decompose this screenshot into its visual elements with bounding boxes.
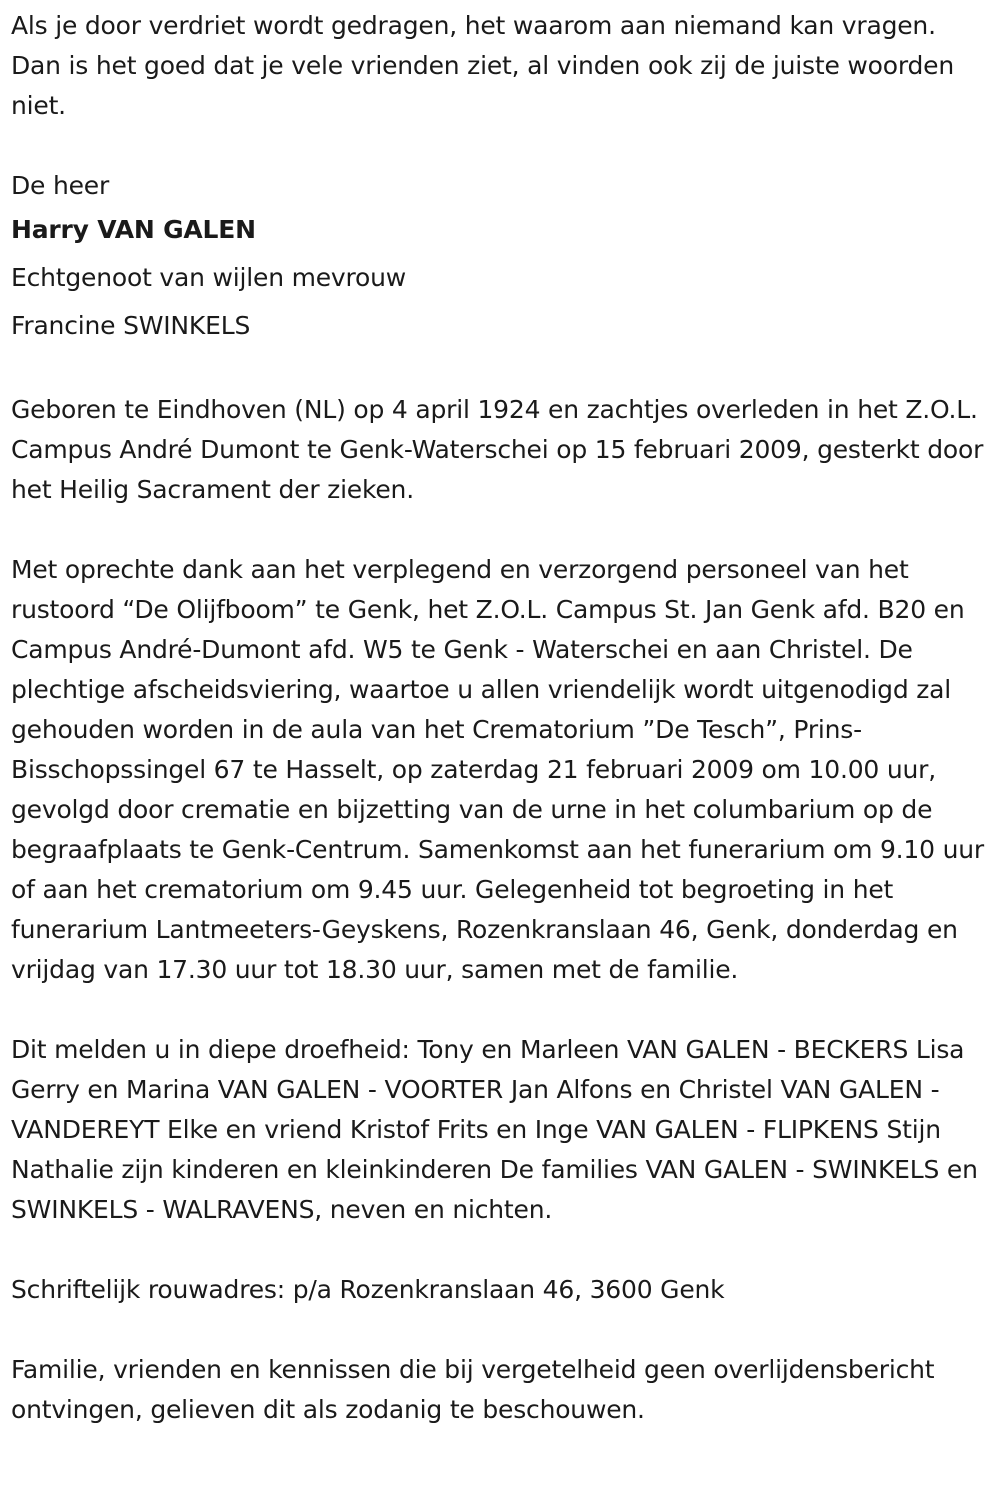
title-prefix: De heer: [11, 171, 110, 200]
spacer: [11, 126, 991, 166]
spacer: [11, 510, 991, 550]
spacer: [11, 990, 991, 1030]
spacer: [11, 1230, 991, 1270]
family-paragraph: Dit melden u in diepe droefheid: Tony en Marleen VAN GALEN - BECKERS Lisa Gerry en Marina VAN GALEN - VOORTER Jan Alfons en Christel VAN GALEN - VANDEREYT Elke en vriend Kristof Frits en Inge VAN GALEN - FLIPKENS Stijn Nathalie zijn kinderen en kleinkinderen De families VAN GALEN - SWINKELS en SWINKELS - WALRAVENS, neven en nichten.: [11, 1035, 978, 1224]
intro-poem: Als je door verdriet wordt gedragen, het waarom aan niemand kan vragen. Dan is het goed dat je vele vrienden ziet, al vinden ook zij de juiste woorden niet.: [11, 11, 954, 120]
obituary-notice: [11, 6, 991, 1430]
mourning-address: Schriftelijk rouwadres: p/a Rozenkranslaan 46, 3600 Genk: [11, 1275, 725, 1304]
spouse-line-2: Francine SWINKELS: [11, 311, 251, 340]
deceased-name: Harry VAN GALEN: [11, 215, 256, 244]
spacer: [11, 350, 991, 390]
closing-paragraph: Familie, vrienden en kennissen die bij vergetelheid geen overlijdensbericht ontvingen, gelieven dit als zodanig te beschouwen.: [11, 1355, 935, 1424]
spouse-line-1: Echtgenoot van wijlen mevrouw: [11, 263, 407, 292]
spacer: [11, 1310, 991, 1350]
thanks-ceremony-paragraph: Met oprechte dank aan het verplegend en verzorgend personeel van het rustoord “De Olijfboom” te Genk, het Z.O.L. Campus St. Jan Genk afd. B20 en Campus André-Dumont afd. W5 te Genk - Waterschei en aan Christel. De plechtige afscheidsviering, waartoe u allen vriendelijk wordt uitgenodigd zal gehouden worden in de aula van het Crematorium ”De Tesch”, Prins-Bisschopssingel 67 te Hasselt, op zaterdag 21 februari 2009 om 10.00 uur, gevolgd door crematie en bijzetting van de urne in het columbarium op de begraafplaats te Genk-Centrum. Samenkomst aan het funerarium om 9.10 uur of aan het crematorium om 9.45 uur. Gelegenheid tot begroeting in het funerarium Lantmeeters-Geyskens, Rozenkranslaan 46, Genk, donderdag en vrijdag van 17.30 uur tot 18.30 uur, samen met de familie.: [11, 555, 984, 984]
birth-death-paragraph: Geboren te Eindhoven (NL) op 4 april 1924 en zachtjes overleden in het Z.O.L. Campus André Dumont te Genk-Waterschei op 15 februari 2009, gesterkt door het Heilig Sacrament der zieken.: [11, 395, 984, 504]
